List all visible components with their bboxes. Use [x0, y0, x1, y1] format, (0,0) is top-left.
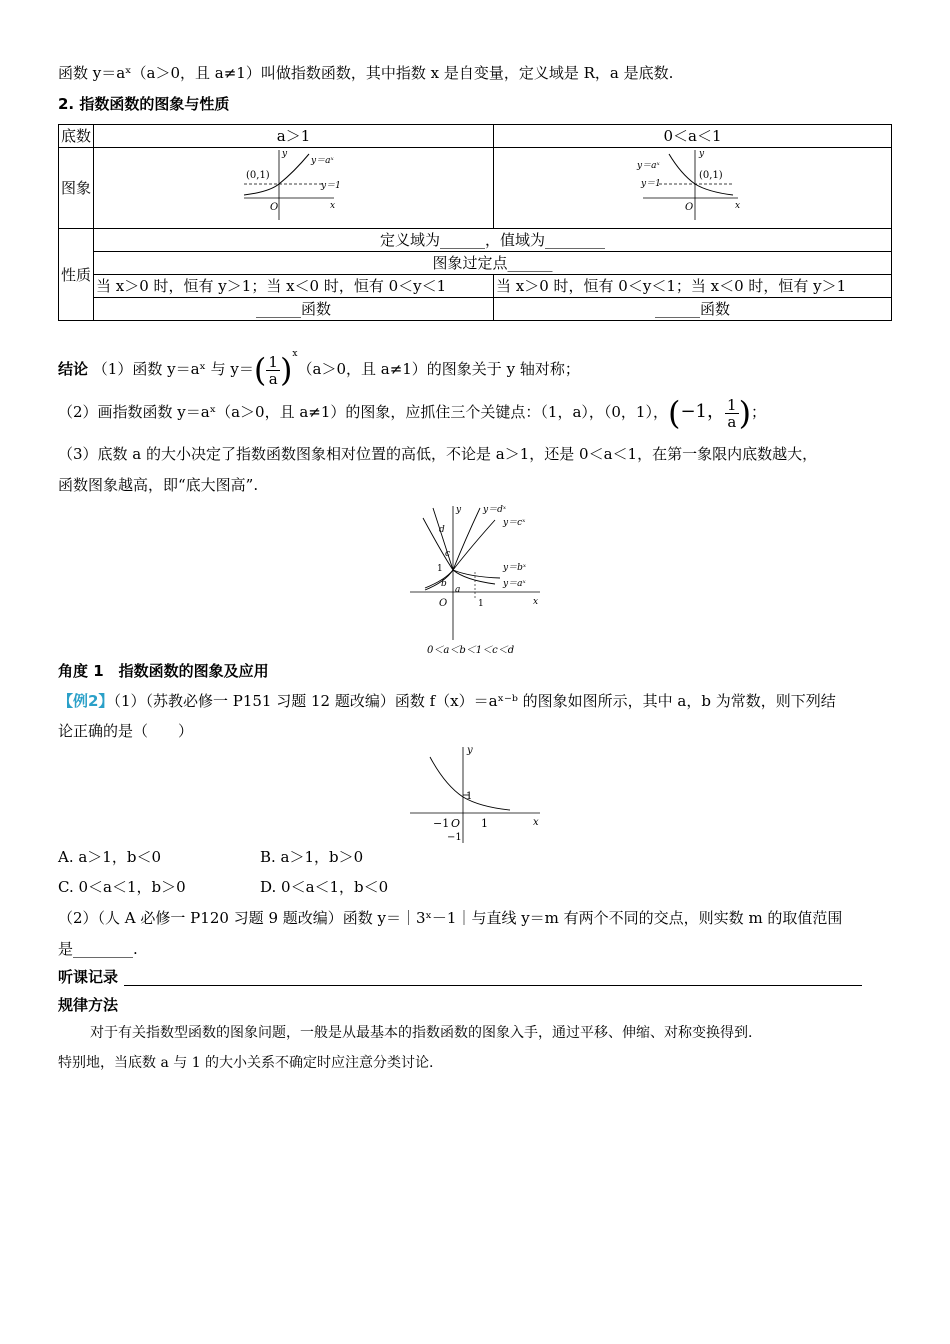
fraction-2 — [725, 397, 739, 430]
frac2-num: 1 — [727, 395, 737, 414]
example-q1a — [58, 690, 836, 712]
right-mono: ______函数 — [494, 298, 892, 321]
c2-neg: −1， — [680, 401, 726, 422]
caption: 0＜a＜b＜1＜c＜d — [427, 645, 515, 656]
prop-label: 性质 — [59, 229, 94, 321]
side-b: b — [441, 579, 447, 589]
x-label: x — [533, 817, 539, 828]
label-b: y＝bˣ — [503, 563, 527, 573]
example-q2b: 是________. — [58, 940, 138, 958]
option-c: C. 0＜a＜1，b＞0 — [58, 878, 186, 896]
curve-label: y＝aˣ — [310, 156, 334, 166]
one-x: 1 — [481, 817, 488, 830]
frac-num: 1 — [268, 352, 278, 371]
label-d: y＝dˣ — [483, 505, 507, 515]
conclusion-label: 结论 — [58, 360, 89, 378]
fraction — [266, 354, 280, 387]
graph-a-lt-1 — [494, 148, 892, 229]
example-q2a: （2）（人 A 必修一 P120 习题 9 题改编）函数 y＝｜3ˣ－1｜与直线 y＝m 有两个不同的交点，则实数 m 的取值范围 — [58, 909, 843, 927]
tick-1: 1 — [478, 599, 484, 609]
method-title: 规律方法 — [58, 996, 119, 1014]
y-label: y — [281, 149, 287, 159]
frac-den: a — [268, 369, 278, 388]
label-c: y＝cˣ — [503, 518, 526, 528]
base-comparison-figure — [405, 500, 550, 660]
option-a: A. a＞1，b＜0 — [58, 848, 162, 866]
angle-title: 角度 1 指数函数的图象及应用 — [58, 662, 269, 680]
neg-one-x: −1 — [433, 817, 450, 830]
example-figure — [405, 745, 545, 845]
c1-text-b: （a＞0，且 a≠1）的图象关于 y 轴对称； — [297, 360, 580, 378]
fixed-point: 图象过定点______ — [94, 252, 892, 275]
point-label: (0,1) — [698, 170, 723, 181]
curve-label: y＝aˣ — [636, 161, 660, 171]
graph-decreasing — [633, 148, 753, 222]
label-a: y＝aˣ — [503, 579, 526, 589]
method-text-b: 特别地，当底数 a 与 1 的大小关系不确定时应注意分类讨论. — [58, 1055, 434, 1071]
origin: O — [439, 598, 448, 609]
graph-increasing — [234, 148, 354, 222]
graph-label: 图象 — [59, 148, 94, 229]
intro-line: 函数 y＝aˣ（a＞0，且 a≠1）叫做指数函数，其中指数 x 是自变量，定义域是 R，a 是底数. — [58, 64, 674, 82]
col-a-gt-1: a＞1 — [94, 125, 494, 148]
right-values: 当 x＞0 时，恒有 0＜y＜1；当 x＜0 时，恒有 y＞1 — [494, 275, 892, 298]
line-label: y＝1 — [320, 181, 341, 191]
side-a: a — [455, 585, 461, 595]
y-label: y — [456, 505, 462, 515]
left-mono: ______函数 — [94, 298, 494, 321]
x-label: x — [734, 201, 740, 211]
notes-label: 听课记录 — [58, 968, 119, 986]
section-title: 2. 指数函数的图象与性质 — [58, 95, 230, 113]
x-label: x — [533, 597, 539, 607]
example-q1b: 论正确的是（ ） — [58, 722, 194, 740]
property-table — [58, 124, 892, 321]
origin-label: O — [269, 202, 278, 213]
conclusion-1: 结论 （1）函数 y＝aˣ 与 y＝( $\frac{1}{a}$ )$^x$（a＞0，且 a≠1）的图象关于 y 轴对称； — [58, 349, 580, 389]
col-a-lt-1: 0＜a＜1 — [494, 125, 892, 148]
neg-one-y: −1 — [447, 832, 462, 843]
c1-text-a: （1）函数 y＝aˣ 与 y＝ — [92, 360, 254, 378]
c2-end: ； — [751, 403, 767, 421]
c2-text: （2）画指数函数 y＝aˣ（a＞0，且 a≠1）的图象，应抓住三个关键点：（1，a），（0，1）， — [58, 403, 668, 421]
graph-a-gt-1 — [94, 148, 494, 229]
left-values: 当 x＞0 时，恒有 y＞1；当 x＜0 时，恒有 0＜y＜1 — [94, 275, 494, 298]
example-tag: 【例2】 — [58, 692, 114, 710]
q1-text: （1）（苏教必修一 P151 习题 12 题改编）函数 f（x）＝aˣ⁻ᵇ 的图象如图所示，其中 a，b 为常数，则下列结 — [113, 692, 836, 710]
origin-label: O — [684, 202, 693, 213]
option-d: D. 0＜a＜1，b＜0 — [260, 878, 389, 896]
curve-d — [425, 508, 480, 590]
one-y: 1 — [466, 791, 473, 802]
y-label: y — [698, 149, 704, 159]
frac-exp: x — [292, 349, 298, 359]
y-label: y — [467, 745, 473, 756]
point-label: (0,1) — [245, 170, 270, 181]
origin: O — [451, 817, 461, 830]
option-b: B. a＞1，b＞0 — [260, 848, 364, 866]
side-1: 1 — [437, 564, 443, 574]
conclusion-2: （2）画指数函数 y＝aˣ（a＞0，且 a≠1）的图象，应抓住三个关键点：（1，a），（0，1），(−1， $\frac{1}{a}$ )； — [58, 394, 767, 432]
notes-line — [124, 985, 862, 986]
frac2-den: a — [727, 412, 737, 431]
base-label: 底数 — [59, 125, 94, 148]
conclusion-3b: 函数图象越高，即“底大图高”. — [58, 476, 259, 494]
conclusion-3a: （3）底数 a 的大小决定了指数函数图象相对位置的高低，不论是 a＞1，还是 0＜a＜1，在第一象限内底数越大， — [58, 445, 818, 463]
line-label: y＝1 — [640, 179, 661, 189]
side-c: c — [445, 549, 451, 559]
x-label: x — [329, 201, 335, 211]
side-d: d — [439, 525, 445, 535]
method-text-a: 对于有关指数型函数的图象问题，一般是从最基本的指数函数的图象入手，通过平移、伸缩、对称变换得到. — [90, 1025, 753, 1041]
exp-curve — [430, 757, 510, 810]
domain-range: 定义域为______，值域为________ — [94, 229, 892, 252]
